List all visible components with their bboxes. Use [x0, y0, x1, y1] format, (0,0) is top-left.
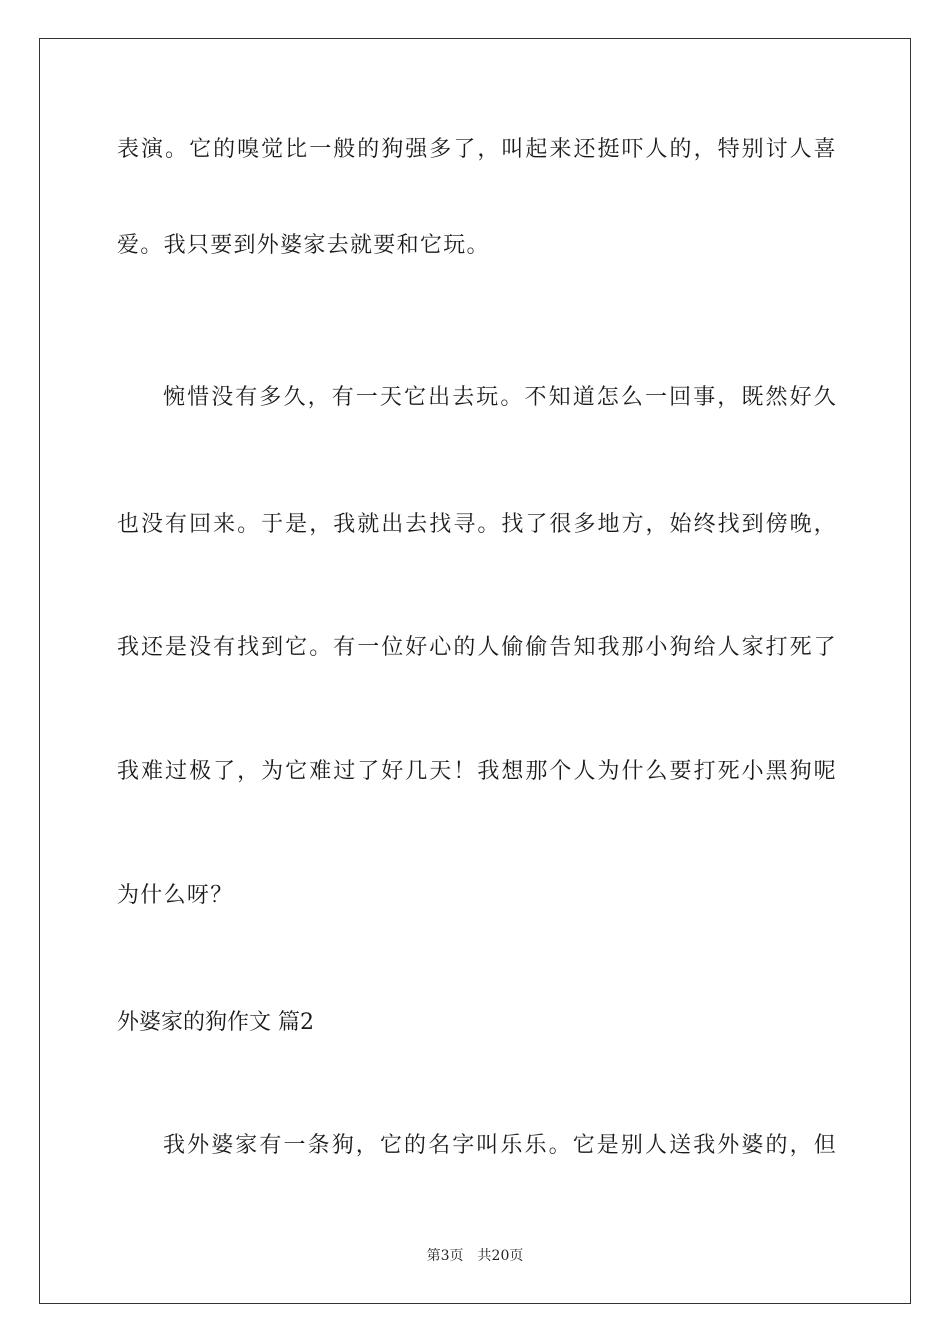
paragraph-line-4: 也没有回来。于是，我就出去找寻。找了很多地方，始终找到傍晚，: [117, 512, 837, 537]
paragraph-line-6: 我难过极了，为它难过了好几天！我想那个人为什么要打死小黑狗呢: [117, 759, 837, 784]
paragraph-line-3: 惋惜没有多久，有一天它出去玩。不知道怎么一回事，既然好久: [163, 385, 837, 410]
paragraph-line-2: 爱。我只要到外婆家去就要和它玩。: [117, 233, 490, 258]
paragraph-line-1: 表演。它的嗅觉比一般的狗强多了，叫起来还挺吓人的，特别讨人喜: [117, 137, 837, 162]
section-first-line: 我外婆家有一条狗，它的名字叫乐乐。它是别人送我外婆的，但: [163, 1133, 837, 1158]
page-border: [39, 38, 911, 1304]
page-total: 共20页: [477, 1248, 524, 1264]
page-number: 第3页: [426, 1248, 464, 1264]
paragraph-line-5: 我还是没有找到它。有一位好心的人偷偷告知我那小狗给人家打死了: [117, 635, 837, 660]
page-footer: [0, 1246, 950, 1266]
paragraph-line-7: 为什么呀？: [117, 883, 234, 908]
section-heading: 外婆家的狗作文 篇2: [117, 1010, 314, 1035]
